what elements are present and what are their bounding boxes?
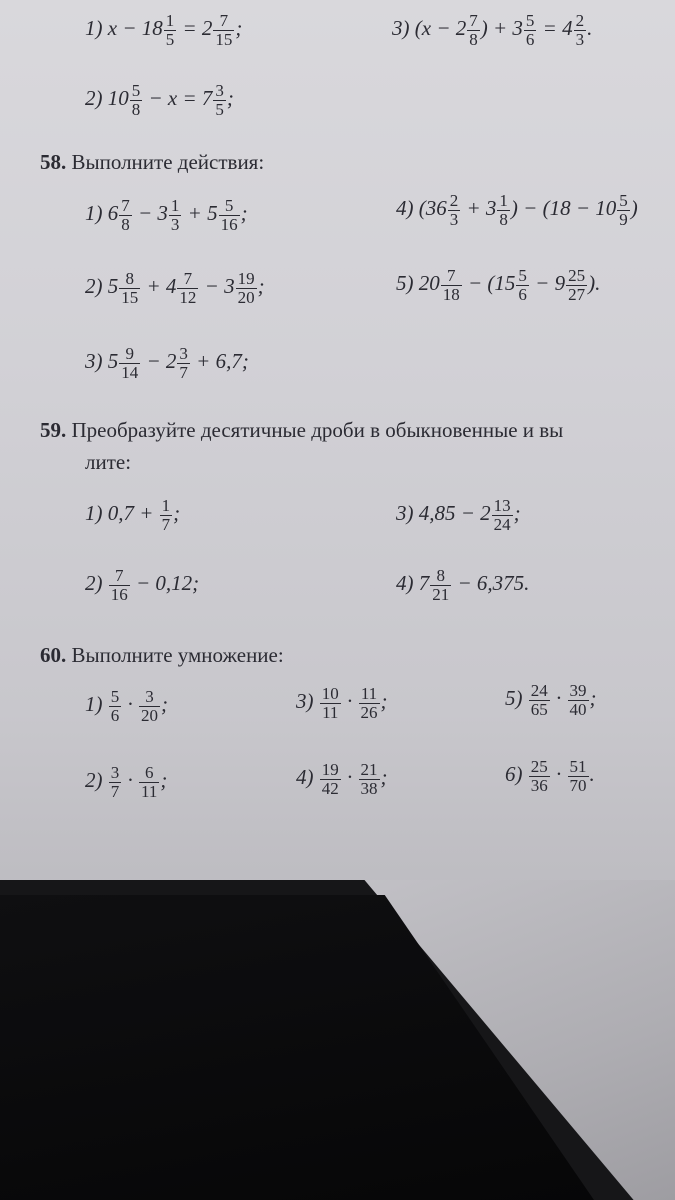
math-expression: 20 $\frac{7}{18}$ − (15 $\frac{5}{6}$ − 9 $\frac{25}{27}$ ). [418,266,601,304]
item-label: 1) [85,16,103,41]
ex58-header [40,150,264,175]
fraction: $\frac{3}{20}$ [141,687,158,725]
ex60-item-1 [85,688,168,725]
math-expression: 4,85 − 2 $\frac{13}{24}$ ; [418,496,521,534]
math-expression: 6 $\frac{7}{8}$ − 3 $\frac{1}{3}$ + 5 $\frac{5}{16}$ ; [107,196,248,234]
math-expression: 10 $\frac{5}{8}$ − x = 7 $\frac{3}{5}$ ; [107,81,234,119]
math-expression: $\frac{24}{65}$ · $\frac{39}{40}$ ; [530,681,597,719]
ex59-item-4 [396,567,529,604]
item-label: 6) [505,762,523,787]
ex57-item-1 [85,12,242,49]
ex59-header-line2: лите: [85,450,132,474]
item-label: 2) [85,86,103,111]
item-label: 3) [396,501,414,526]
item-label: 3) [392,16,410,41]
ex58-item-1 [85,197,248,234]
fraction: $\frac{25}{27}$ [568,266,586,304]
fraction: $\frac{5}{9}$ [619,191,628,229]
fraction: $\frac{5}{8}$ [131,81,141,119]
fraction: $\frac{1}{8}$ [499,191,508,229]
fraction: $\frac{5}{6}$ [518,266,527,304]
fraction: $\frac{7}{18}$ [442,266,460,304]
fraction: $\frac{1}{5}$ [165,11,175,49]
ex59-item-1 [85,497,180,534]
exercise-number: 59. [40,418,67,442]
math-expression: $\frac{5}{6}$ · $\frac{3}{20}$ ; [110,687,168,725]
fraction: $\frac{9}{14}$ [121,344,139,382]
ex60-item-5 [505,682,597,719]
fraction: $\frac{7}{12}$ [179,269,197,307]
ex57-item-3 [392,12,592,49]
fraction: $\frac{19}{20}$ [237,269,255,307]
math-expression: 5 $\frac{8}{15}$ + 4 $\frac{7}{12}$ − 3 $\frac{19}{20}$ ; [107,269,265,307]
math-expression: 0,7 + $\frac{1}{7}$ ; [107,496,181,534]
item-label: 2) [85,768,103,793]
fraction: $\frac{6}{11}$ [141,763,158,801]
math-expression: $\frac{19}{42}$ · $\frac{21}{38}$ ; [321,760,388,798]
fraction: $\frac{1}{3}$ [170,196,180,234]
item-label: 3) [85,349,103,374]
fraction: $\frac{3}{7}$ [110,763,120,801]
fraction: $\frac{2}{3}$ [575,11,585,49]
fraction: $\frac{7}{8}$ [469,11,478,49]
ex60-item-2 [85,764,167,801]
fraction: $\frac{19}{42}$ [321,760,339,798]
fraction: $\frac{2}{3}$ [449,191,459,229]
ex59-header [40,418,563,443]
fraction: $\frac{39}{40}$ [569,681,587,719]
ex60-item-6 [505,758,595,795]
math-expression: 5 $\frac{9}{14}$ − 2 $\frac{3}{7}$ + 6,7; [107,344,249,382]
math-expression: x − 18 $\frac{1}{5}$ = 2 $\frac{7}{15}$ ; [107,11,243,49]
ex60-item-4 [296,761,388,798]
fraction: $\frac{7}{8}$ [121,196,130,234]
fraction: $\frac{5}{16}$ [220,196,238,234]
fraction: $\frac{13}{24}$ [493,496,511,534]
fraction: $\frac{10}{11}$ [321,684,339,722]
math-expression: $\frac{10}{11}$ · $\frac{11}{26}$ ; [321,684,388,722]
math-expression: (36 $\frac{2}{3}$ + 3 $\frac{1}{8}$ ) − (18 − 10 $\frac{5}{9}$ ) [418,191,638,229]
fraction: $\frac{7}{15}$ [215,11,233,49]
fraction: $\frac{7}{16}$ [110,566,128,604]
ex60-item-3 [296,685,388,722]
item-label: 2) [85,274,103,299]
item-label: 2) [85,571,103,596]
fraction: $\frac{21}{38}$ [360,760,378,798]
ex59-item-3 [396,497,521,534]
exercise-title: Выполните умножение: [71,643,284,667]
ex58-item-5 [396,267,600,304]
item-label: 1) [85,501,103,526]
math-expression: (x − 2 $\frac{7}{8}$ ) + 3 $\frac{5}{6}$ = 4 $\frac{2}{3}$ . [414,11,593,49]
item-label: 5) [505,686,523,711]
fraction: $\frac{11}{26}$ [360,684,378,722]
exercise-title: Преобразуйте десятичные дроби в обыкновенные и вы [71,418,564,442]
ex58-item-2 [85,270,265,307]
fraction: $\frac{24}{65}$ [530,681,548,719]
fraction: $\frac{8}{21}$ [432,566,450,604]
item-label: 4) [396,196,414,221]
fraction: $\frac{25}{36}$ [530,757,548,795]
ex60-header [40,643,284,668]
fraction: $\frac{3}{5}$ [215,81,224,119]
fraction: $\frac{1}{7}$ [161,496,171,534]
math-expression: 7 $\frac{8}{21}$ − 6,375. [418,566,530,604]
ex59-item-2 [85,567,199,604]
item-label: 1) [85,692,103,717]
fraction: $\frac{3}{7}$ [179,344,188,382]
math-expression: $\frac{7}{16}$ − 0,12; [110,566,200,604]
ex57-item-2 [85,82,234,119]
math-expression: $\frac{25}{36}$ · $\frac{51}{70}$ . [530,757,595,795]
item-label: 5) [396,271,414,296]
fraction: $\frac{51}{70}$ [569,757,587,795]
math-expression: $\frac{3}{7}$ · $\frac{6}{11}$ ; [110,763,168,801]
item-label: 3) [296,689,314,714]
ex58-item-4 [396,192,638,229]
exercise-number: 58. [40,150,67,174]
item-label: 4) [296,765,314,790]
fraction: $\frac{8}{15}$ [121,269,139,307]
exercise-title: Выполните действия: [71,150,265,174]
fraction: $\frac{5}{6}$ [110,687,120,725]
item-label: 1) [85,201,103,226]
exercise-number: 60. [40,643,67,667]
ex58-item-3 [85,345,249,382]
fraction: $\frac{5}{6}$ [525,11,535,49]
item-label: 4) [396,571,414,596]
